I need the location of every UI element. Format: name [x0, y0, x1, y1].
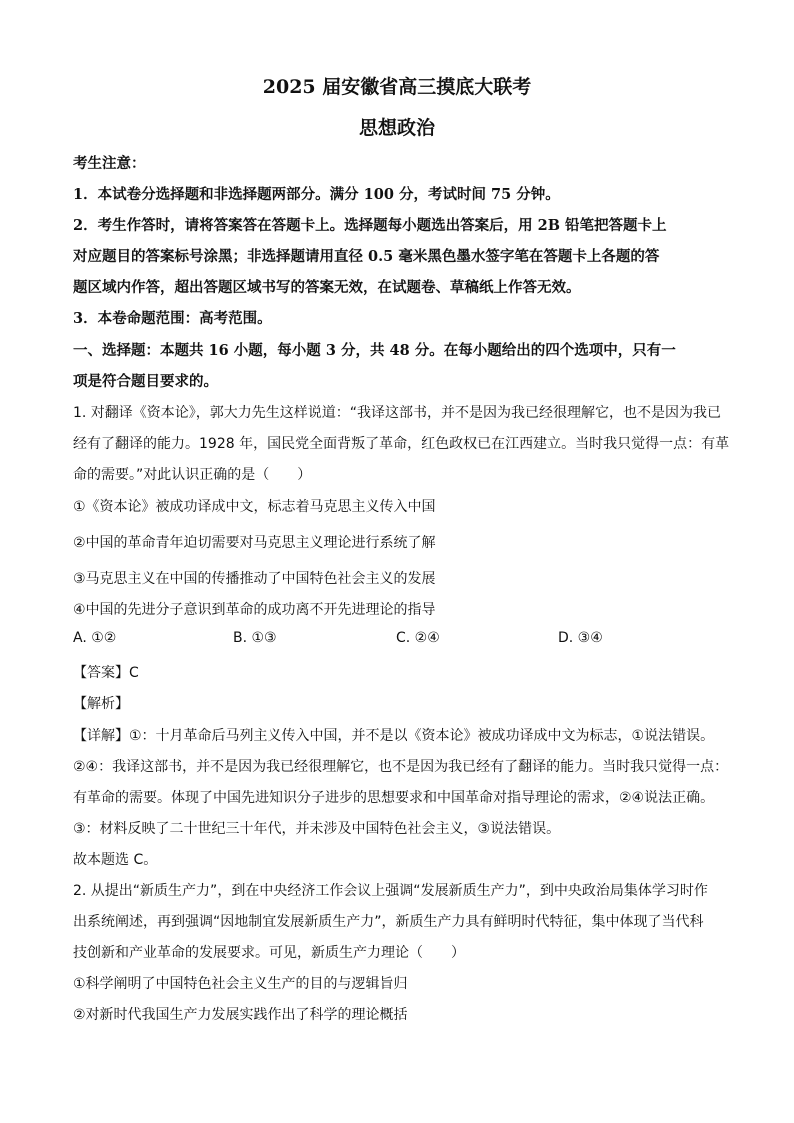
statement: ③马克思主义在中国的传播推动了中国特色社会主义的发展	[73, 571, 436, 587]
option-c: C. ②④	[396, 630, 440, 646]
statement: ②对新时代我国生产力发展实践作出了科学的理论概括	[73, 1007, 408, 1023]
notice-item: 2．考生作答时，请将答案答在答题卡上。选择题每小题选出答案后，用 2B 铅笔把答题卡上	[73, 217, 667, 234]
statement: ④中国的先进分子意识到革命的成功离不开先进理论的指导	[73, 602, 436, 618]
analysis-detail: 【详解】①：十月革命后马列主义传入中国，并不是以《资本论》被成功译成中文为标志，①说法错误。	[73, 728, 715, 744]
question-2-stem: 2. 从提出“新质生产力”，到在中央经济工作会议上强调“发展新质生产力”，到中央政治局集体学习时作	[73, 883, 708, 899]
notice-item: 1．本试卷分选择题和非选择题两部分。满分 100 分，考试时间 75 分钟。	[73, 186, 560, 203]
analysis-detail: 故本题选 C。	[73, 852, 158, 868]
question-2-stem: 出系统阐述，再到强调“因地制宜发展新质生产力”，新质生产力具有鲜明时代特征，集中体现了当代科	[73, 914, 704, 930]
question-1-stem: 经有了翻译的能力。1928 年，国民党全面背叛了革命，红色政权已在江西建立。当时我只觉得一点：有革	[73, 436, 730, 452]
analysis-detail: ②④：我译这部书，并不是因为我已经很理解它，也不是因为我已经有了翻译的能力。当时我只觉得一点：	[73, 759, 729, 775]
question-1-stem: 命的需要。”对此认识正确的是（ ）	[73, 467, 312, 483]
exam-title: 2025 届安徽省高三摸底大联考	[262, 76, 532, 98]
section-heading: 一、选择题：本题共 16 小题，每小题 3 分，共 48 分。在每小题给出的四个选项中，只有一	[73, 342, 676, 359]
option-a: A. ①②	[73, 630, 117, 646]
notice-item: 3．本卷命题范围：高考范围。	[73, 310, 272, 327]
notice-item: 对应题目的答案标号涂黑；非选择题请用直径 0.5 毫米黑色墨水签字笔在答题卡上各题的答	[73, 248, 660, 265]
subject-title: 思想政治	[358, 117, 435, 139]
question-1-stem: 1. 对翻译《资本论》，郭大力先生这样说道：“我译这部书，并不是因为我已经很理解它，也不是因为我已	[73, 405, 722, 421]
notice-item: 题区域内作答，超出答题区域书写的答案无效，在试题卷、草稿纸上作答无效。	[73, 279, 581, 296]
option-d: D. ③④	[558, 630, 603, 646]
statement: ②中国的革命青年迫切需要对马克思主义理论进行系统了解	[73, 535, 436, 551]
section-heading: 项是符合题目要求的。	[73, 373, 218, 390]
statement: ①科学阐明了中国特色社会主义生产的目的与逻辑旨归	[73, 976, 408, 992]
question-2-stem: 技创新和产业革命的发展要求。可见，新质生产力理论（ ）	[73, 945, 465, 961]
statement: ①《资本论》被成功译成中文，标志着马克思主义传入中国	[73, 499, 436, 515]
answer: 【答案】C	[73, 665, 139, 681]
option-b: B. ①③	[233, 630, 277, 646]
analysis-detail: ③：材料反映了二十世纪三十年代，并未涉及中国特色社会主义，③说法错误。	[73, 821, 561, 837]
notice-heading: 考生注意：	[73, 155, 146, 172]
analysis-label: 【解析】	[73, 696, 129, 712]
analysis-detail: 有革命的需要。体现了中国先进知识分子进步的思想要求和中国革命对指导理论的需求，②④说法正确。	[73, 790, 715, 806]
